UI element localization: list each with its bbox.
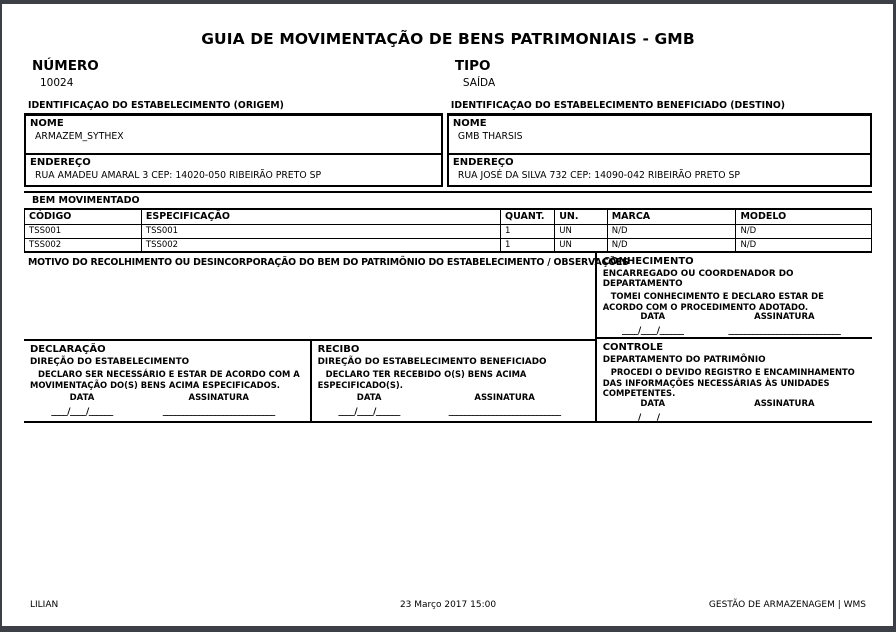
cell-codigo: TSS002 (25, 238, 142, 252)
items-section-title: BEM MOVIMENTADO (24, 191, 872, 210)
section-titles-row (24, 100, 872, 115)
data-label: DATA (640, 398, 666, 409)
identification-boxes (24, 115, 872, 187)
signature-blank-line: ____________________________ (728, 326, 841, 336)
footer-app-name: GESTÃO DE ARMAZENAGEM | WMS (708, 600, 866, 610)
footer-datetime: 23 Março 2017 15:00 (399, 600, 497, 610)
cell-especificacao: TSS001 (141, 224, 500, 238)
destination-endereco-field (449, 155, 870, 185)
motivo-title: MOTIVO DO RECOLHIMENTO OU DESINCORPORAÇÃO DO BEM DO PATRIMÔNIO DO ESTABELECIMENTO / OBSERVAÇÕES (28, 257, 629, 268)
numero-value: 10024 (40, 77, 74, 89)
origin-box (24, 115, 443, 187)
date-blank-line: ____/____/______ (51, 407, 113, 417)
destination-nome-field (449, 116, 870, 155)
cell-quant: 1 (501, 224, 555, 238)
left-column (24, 253, 629, 423)
assinatura-label: ASSINATURA (754, 312, 815, 322)
cell-marca: N/D (607, 238, 736, 252)
header-row (24, 58, 872, 89)
assinatura-field (703, 399, 866, 423)
col-header-marca: MARCA (607, 210, 736, 224)
controle-box (597, 339, 872, 423)
tipo-value: SAÍDA (462, 77, 496, 89)
declaracao-subtitle: DIREÇÃO DO ESTABELECIMENTO (30, 357, 190, 367)
controle-body: PROCEDI O DEVIDO REGISTRO E ENCAMINHAMENTO DAS INFORMAÇÕES NECESSÁRIAS ÀS UNIDADES COMPETENTES. (602, 367, 855, 398)
declaracao-body: DECLARO SER NECESSÁRIO E ESTAR DE ACORDO COM A MOVIMENTAÇÃO DO(S) BENS ACIMA ESPECIFICADOS. (30, 369, 300, 390)
destination-endereco-label: ENDEREÇO (452, 157, 514, 168)
blank-area (24, 423, 872, 600)
assinatura-label: ASSINATURA (754, 398, 815, 409)
origin-nome-label: NOME (30, 118, 64, 129)
col-header-quant: QUANT. (501, 210, 555, 224)
destination-box (447, 115, 872, 187)
numero-label: NÚMERO (32, 58, 99, 74)
assinatura-field (134, 393, 304, 417)
recibo-subtitle: DIREÇÃO DO ESTABELECIMENTO BENEFICIADO (317, 357, 547, 367)
destination-nome-value: GMB THARSIS (457, 131, 523, 142)
declaracao-recibo-row (24, 341, 595, 423)
col-header-modelo: MODELO (736, 210, 872, 224)
cell-un: UN (555, 224, 608, 238)
origin-section-title: IDENTIFICAÇÃO DO ESTABELECIMENTO (ORIGEM) (24, 100, 443, 115)
signature-blank-line: ____________________________ (448, 407, 561, 417)
date-blank-line: ____/____/______ (621, 326, 684, 336)
origin-nome-value: ARMAZEM_SYTHEX (35, 131, 124, 142)
conhecimento-body: TOMEI CONHECIMENTO E DECLARO ESTAR DE ACORDO COM O PROCEDIMENTO ADOTADO. (602, 291, 824, 312)
cell-especificacao: TSS002 (141, 238, 500, 252)
controle-signature-area (603, 399, 866, 423)
cell-marca: N/D (607, 224, 736, 238)
recibo-title: RECIBO (317, 344, 360, 355)
destination-section-title: IDENTIFICAÇÃO DO ESTABELECIMENTO BENEFICIADO (DESTINO) (447, 100, 872, 115)
col-header-un: UN. (555, 210, 608, 224)
recibo-box (312, 341, 595, 421)
conhecimento-signature-area (603, 312, 866, 336)
table-row (25, 238, 872, 252)
col-header-especificacao: ESPECIFICAÇÃO (141, 210, 500, 224)
declaracao-signature-area (30, 393, 304, 417)
date-blank-line: ____/____/______ (338, 407, 400, 417)
data-field (30, 393, 134, 417)
signature-blank-line: ____________________________ (162, 407, 275, 417)
tipo-block (443, 58, 872, 89)
cell-modelo: N/D (736, 238, 872, 252)
cell-quant: 1 (501, 238, 555, 252)
cell-modelo: N/D (736, 224, 872, 238)
origin-endereco-label: ENDEREÇO (30, 157, 91, 168)
document-title: GUIA DE MOVIMENTAÇÃO DE BENS PATRIMONIAIS - GMB (201, 30, 695, 48)
recibo-signature-area (318, 393, 589, 417)
data-field (318, 393, 421, 417)
origin-endereco-value: RUA AMADEU AMARAL 3 CEP: 14020-050 RIBEIRÃO PRETO SP (35, 170, 322, 181)
numero-block (24, 58, 443, 89)
assinatura-label: ASSINATURA (474, 393, 535, 403)
tipo-label: TIPO (454, 58, 491, 74)
data-field (603, 399, 703, 423)
items-table-header-row (25, 210, 872, 224)
declaracao-title: DECLARAÇÃO (30, 344, 106, 355)
declaracao-box (24, 341, 312, 421)
data-field (603, 312, 703, 336)
conhecimento-title: CONHECIMENTO (602, 256, 694, 267)
destination-endereco-value: RUA JOSÉ DA SILVA 732 CEP: 14090-042 RIBEIRÃO PRETO SP (457, 170, 741, 181)
signature-blank-line: ____________________________ (728, 412, 841, 423)
controle-subtitle: DEPARTAMENTO DO PATRIMÔNIO (602, 355, 766, 365)
cell-un: UN (555, 238, 608, 252)
date-blank-line: ____/____/______ (621, 412, 684, 423)
data-label: DATA (356, 393, 382, 403)
items-table (24, 210, 872, 253)
controle-title: CONTROLE (602, 342, 664, 353)
destination-nome-label: NOME (452, 118, 487, 129)
data-label: DATA (640, 312, 666, 322)
conhecimento-subtitle: ENCARREGADO OU COORDENADOR DO DEPARTAMENTO (602, 269, 794, 289)
col-header-codigo: CÓDIGO (25, 210, 142, 224)
report-footer (24, 600, 872, 610)
origin-endereco-field (26, 155, 441, 185)
right-column (595, 253, 872, 423)
assinatura-field (703, 312, 866, 336)
cell-codigo: TSS001 (25, 224, 142, 238)
document-page (2, 4, 893, 626)
data-label: DATA (69, 393, 95, 403)
conhecimento-box (597, 253, 872, 339)
table-row (25, 224, 872, 238)
recibo-body: DECLARO TER RECEBIDO O(S) BENS ACIMA ESPECIFICADO(S). (317, 369, 527, 390)
motivo-box (24, 253, 629, 341)
assinatura-field (421, 393, 589, 417)
origin-nome-field (26, 116, 441, 155)
footer-username: LILIAN (30, 600, 59, 610)
assinatura-label: ASSINATURA (188, 393, 250, 403)
signature-grid (24, 253, 872, 423)
